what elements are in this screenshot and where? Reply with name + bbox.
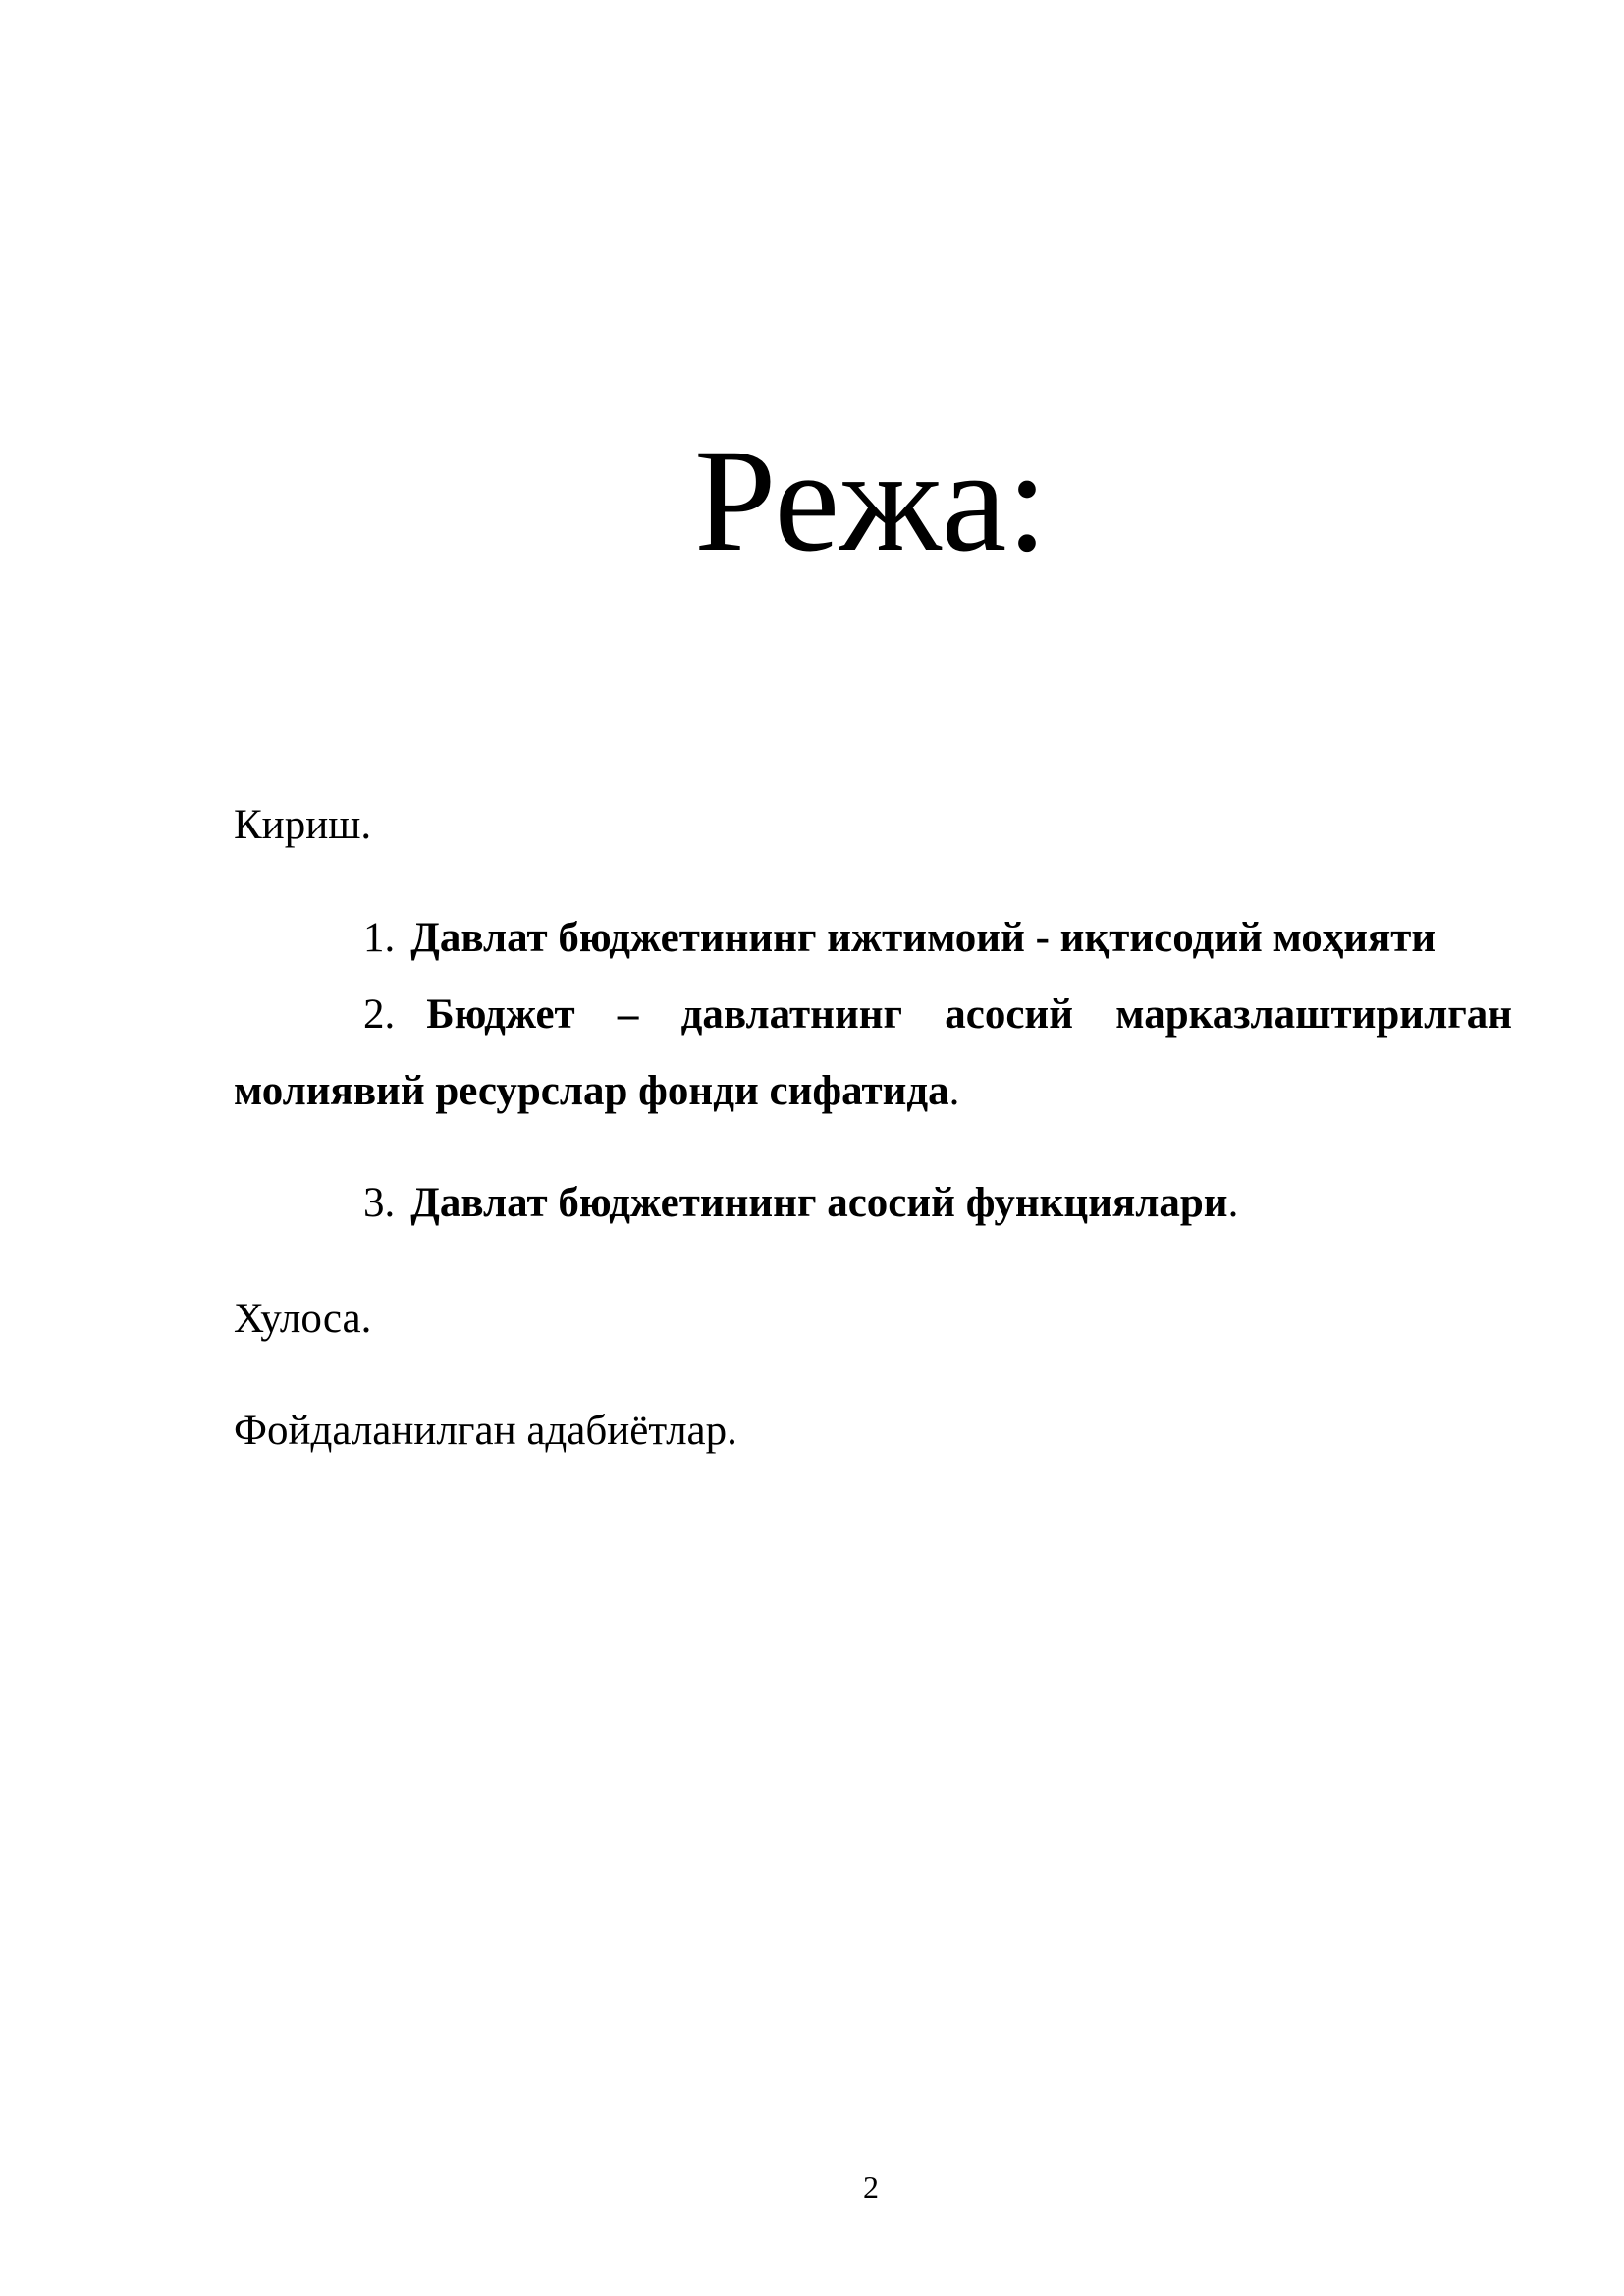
page-number: 2 (863, 2169, 879, 2205)
conclusion-line: Хулоса. (234, 1296, 372, 1342)
references-line: Фойдаланилган адабиётлар. (234, 1408, 737, 1454)
plan-item-3 (363, 1178, 1238, 1229)
plan-item-text: Давлат бюджетининг ижтимоий - иқтисодий моҳияти (410, 915, 1436, 961)
plan-item-text: молиявий ресурслар фонди сифатида (234, 1068, 949, 1114)
plan-item-number: 2. (363, 991, 396, 1038)
plan-item-period: . (948, 1068, 960, 1114)
plan-item-word: асосий (945, 991, 1073, 1038)
plan-item-period: . (1227, 1180, 1239, 1226)
plan-item-word: давлатнинг (680, 991, 903, 1038)
page-title: Режа: (694, 419, 1048, 582)
plan-item-word: Бюджет (426, 991, 575, 1038)
plan-item-word: марказлаштирилган (1115, 991, 1512, 1038)
plan-item-text: Давлат бюджетининг асосий функциялари (410, 1180, 1228, 1226)
plan-item-2-line-2 (234, 1066, 959, 1117)
plan-item-number: 3. (363, 1180, 396, 1226)
intro-line: Кириш. (234, 802, 372, 848)
plan-item-2-line-1 (363, 989, 1512, 1041)
plan-item-number: 1. (363, 915, 396, 961)
plan-item-number-group (363, 989, 575, 1041)
plan-item-1 (363, 913, 1435, 964)
plan-item-word: – (617, 991, 639, 1038)
